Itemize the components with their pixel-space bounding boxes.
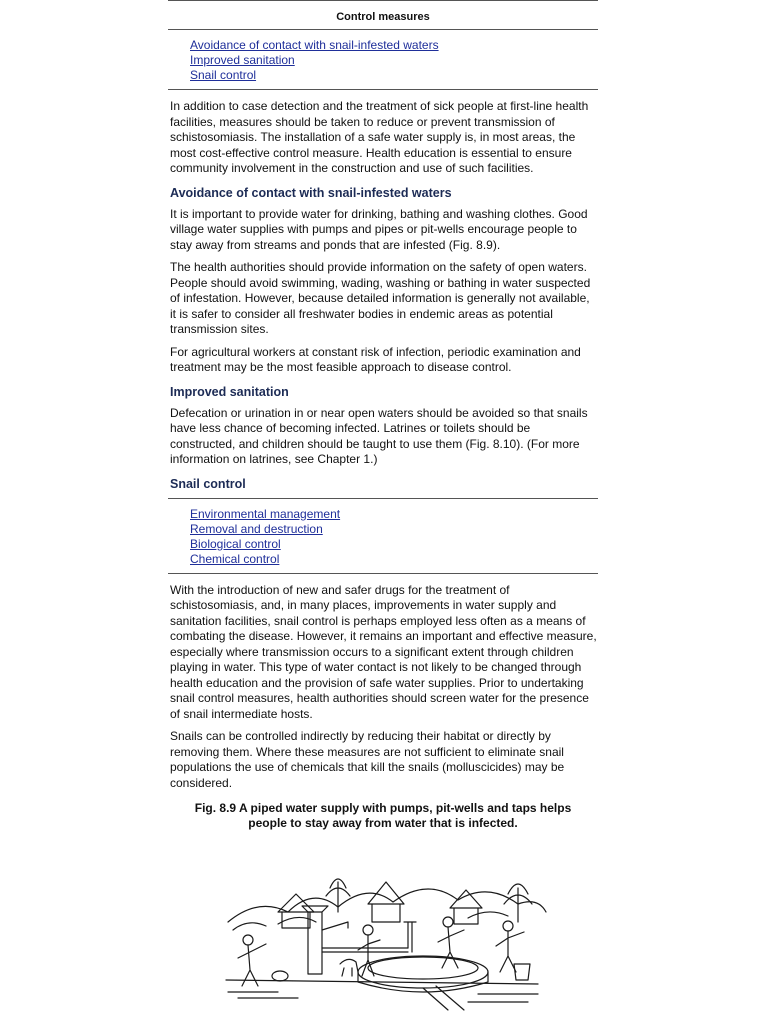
toc-link-snail-control[interactable]: Snail control [190, 68, 257, 82]
toc-item [190, 38, 598, 53]
avoidance-paragraph-3: For agricultural workers at constant risk of infection, periodic examination and treatment may be the most feasible approach to disease control. [170, 344, 581, 374]
document-page [168, 0, 598, 831]
avoidance-paragraph-1: It is important to provide water for drinking, bathing and washing clothes. Good village water supplies with pumps and pipes or pit-wells encourage people to stay away from streams and ponds that are infested (Fig. 8.9). [170, 206, 588, 252]
toc-item [190, 53, 598, 68]
section-header: Control measures [336, 11, 430, 23]
heading-snail-control: Snail control [170, 476, 246, 491]
snail-paragraph-1: With the introduction of new and safer drugs for the treatment of schistosomiasis, and, in many places, improvements in water supply and sanitation facilities, snail control is perhaps employed less often as a means of combating the disease. However, it remains an important and effective measure, especially where transmission occurs to a significant extent through children playing in water. This type of water contact is not likely to be changed through health education and the provision of safe water supplies. Prior to undertaking snail control measures, health authorities should screen water for the presence of snail intermediate hosts. [170, 582, 597, 721]
toc-link-avoidance[interactable]: Avoidance of contact with snail-infested waters [190, 38, 439, 52]
toc-link-biological[interactable]: Biological control [190, 536, 281, 551]
toc-item [190, 522, 598, 537]
toc-snail [190, 507, 598, 567]
toc-top [190, 38, 598, 83]
snail-toc-top-rule [168, 498, 598, 499]
toc-item [190, 552, 598, 567]
figure-caption-line-2: people to stay away from water that is infected. [248, 816, 518, 830]
header-rule [168, 29, 598, 30]
snail-toc-bottom-rule [168, 573, 598, 574]
toc-link-chemical[interactable]: Chemical control [190, 551, 280, 566]
heading-sanitation: Improved sanitation [170, 384, 289, 399]
toc-item [190, 537, 598, 552]
heading-avoidance: Avoidance of contact with snail-infested waters [170, 185, 452, 200]
toc-link-environmental[interactable]: Environmental management [190, 506, 341, 521]
toc-link-sanitation[interactable]: Improved sanitation [190, 53, 295, 67]
village-water-supply-illustration [218, 852, 548, 1012]
avoidance-paragraph-2: The health authorities should provide information on the safety of open waters. People should avoid swimming, wading, washing or bathing in water suspected of infestation. However, because detailed information is generally not available, it is safer to consider all freshwater bodies in endemic areas as potential transmission sites. [170, 260, 591, 336]
snail-paragraph-2: Snails can be controlled indirectly by reducing their habitat or directly by removing them. Where these measures are not sufficient to eliminate snail populations the use of chemicals that kill the snails (molluscicides) may be considered. [170, 729, 565, 790]
figure-caption [168, 801, 598, 831]
toc-item [190, 507, 598, 522]
toc-rule [168, 89, 598, 90]
toc-link-removal[interactable]: Removal and destruction [190, 521, 323, 536]
intro-paragraph: In addition to case detection and the treatment of sick people at first-line health facilities, measures should be taken to reduce or prevent transmission of schistosomiasis. The installation of a safe water supply is, in most areas, the most cost-effective control measure. Health education is essential to ensure community involvement in the construction and use of such facilities. [170, 99, 589, 175]
figure-caption-line-1: Fig. 8.9 A piped water supply with pumps, pit-wells and taps helps [194, 801, 572, 815]
sanitation-paragraph-1: Defecation or urination in or near open waters should be avoided so that snails have less chance of becoming infected. Latrines or toilets should be constructed, and children should be taught to use them (Fig. 8.10). (For more information on latrines, see Chapter 1.) [170, 405, 588, 466]
toc-item [190, 68, 598, 83]
